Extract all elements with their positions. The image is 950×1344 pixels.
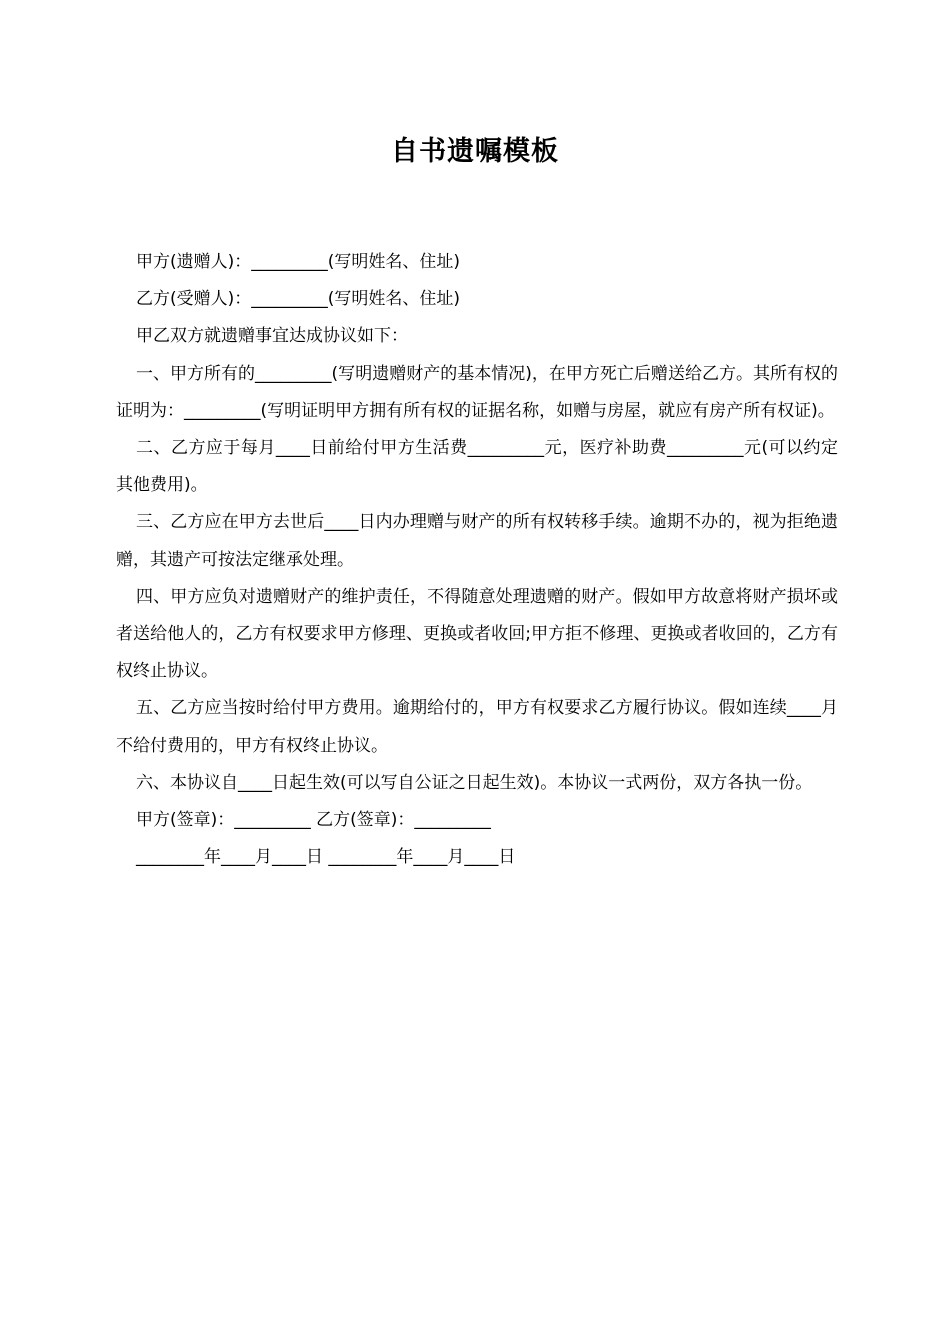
date-line: ________年____月____日 ________年____月____日 xyxy=(136,847,516,868)
party-a-line: 甲方(遗赠人)：_________(写明姓名、住址) xyxy=(136,252,461,272)
document-body xyxy=(116,244,838,876)
agreement-intro: 甲乙双方就遗赠事宜达成协议如下： xyxy=(136,326,408,347)
clause-2: 二、乙方应于每月____日前给付甲方生活费_________元，医疗补助费_________元(可以约定其他费用)。 xyxy=(116,438,838,496)
clause-4: 四、甲方应负对遗赠财产的维护责任，不得随意处理遗赠的财产。假如甲方故意将财产损坏或者送给他人的，乙方有权要求甲方修理、更换或者收回;甲方拒不修理、更换或者收回的，乙方有权终止协议。 xyxy=(116,586,838,682)
party-b-line: 乙方(受赠人)：_________(写明姓名、住址) xyxy=(136,289,461,310)
clause-3: 三、乙方应在甲方去世后____日内办理赠与财产的所有权转移手续。逾期不办的，视为拒绝遗赠，其遗产可按法定继承处理。 xyxy=(116,512,838,570)
clause-5: 五、乙方应当按时给付甲方费用。逾期给付的，甲方有权要求乙方履行协议。假如连续____月不给付费用的，甲方有权终止协议。 xyxy=(116,698,838,756)
document-title: 自书遗嘱模板 xyxy=(391,136,559,167)
clause-1: 一、甲方所有的_________(写明遗赠财产的基本情况)，在甲方死亡后赠送给乙方。其所有权的证明为：_________(写明证明甲方拥有所有权的证据名称，如赠与房屋，就应有房产所有权证)。 xyxy=(116,363,838,421)
signature-line: 甲方(签章)：_________ 乙方(签章)：_________ xyxy=(136,810,491,831)
clause-6: 六、本协议自____日起生效(可以写自公证之日起生效)。本协议一式两份，双方各执一份。 xyxy=(136,772,813,793)
